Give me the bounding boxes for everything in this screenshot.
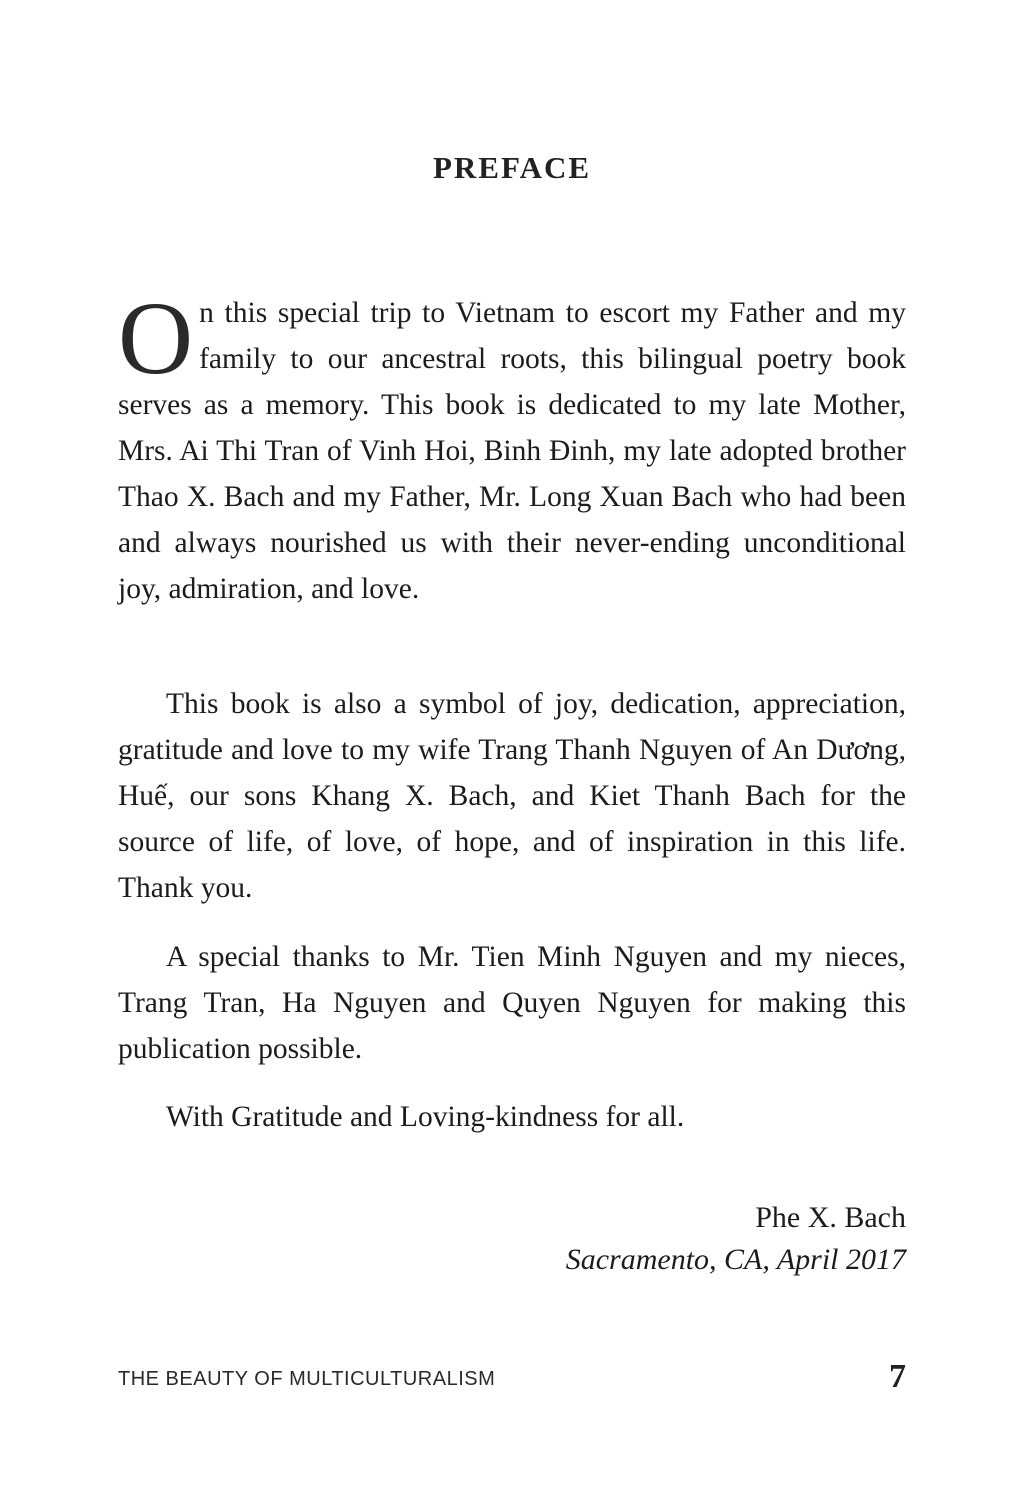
preface-paragraph-1 [118,281,906,612]
page-title: PREFACE [432,150,592,185]
drop-cap: O [118,281,194,396]
signature-place-date: Sacramento, CA, April 2017 [565,1243,906,1276]
footer-book-title: THE BEAUTY OF MULTICULTURALISM [118,1368,496,1390]
paragraph-text: n this special trip to Vietnam to escort my Father and my family to our ancestral roots, this bilingual poetry book serves as a memory. This book is dedicated to my late Mother, Mrs. Ai Thi Tran of Vinh Hoi, Binh Đinh, my late adopted brother Thao X. Bach and my Father, Mr. Long Xuan Bach who had been and always nourished us with their never-ending unconditional joy, admiration, and love. [118,297,906,605]
signature-block [566,1197,906,1281]
signature-name: Phe X. Bach [755,1201,906,1234]
paragraph-text: With Gratitude and Loving-kindness for all. [166,1101,685,1133]
page-number: 7 [889,1358,906,1395]
preface-paragraph-2 [118,681,906,911]
paragraph-text: This book is also a symbol of joy, dedication, appreciation, gratitude and love to my wife Trang Thanh Nguyen of An Dương, Huế, our sons Khang X. Bach, and Kiet Thanh Bach for the source of life, of love, of hope, and of inspiration in this life. Thank you. [118,688,906,904]
paragraph-text: A special thanks to Mr. Tien Minh Nguyen and my nieces, Trang Tran, Ha Nguyen and Quyen Nguyen for making this publication possible. [118,941,906,1065]
preface-paragraph-3 [118,934,906,1072]
preface-paragraph-4 [118,1094,906,1140]
